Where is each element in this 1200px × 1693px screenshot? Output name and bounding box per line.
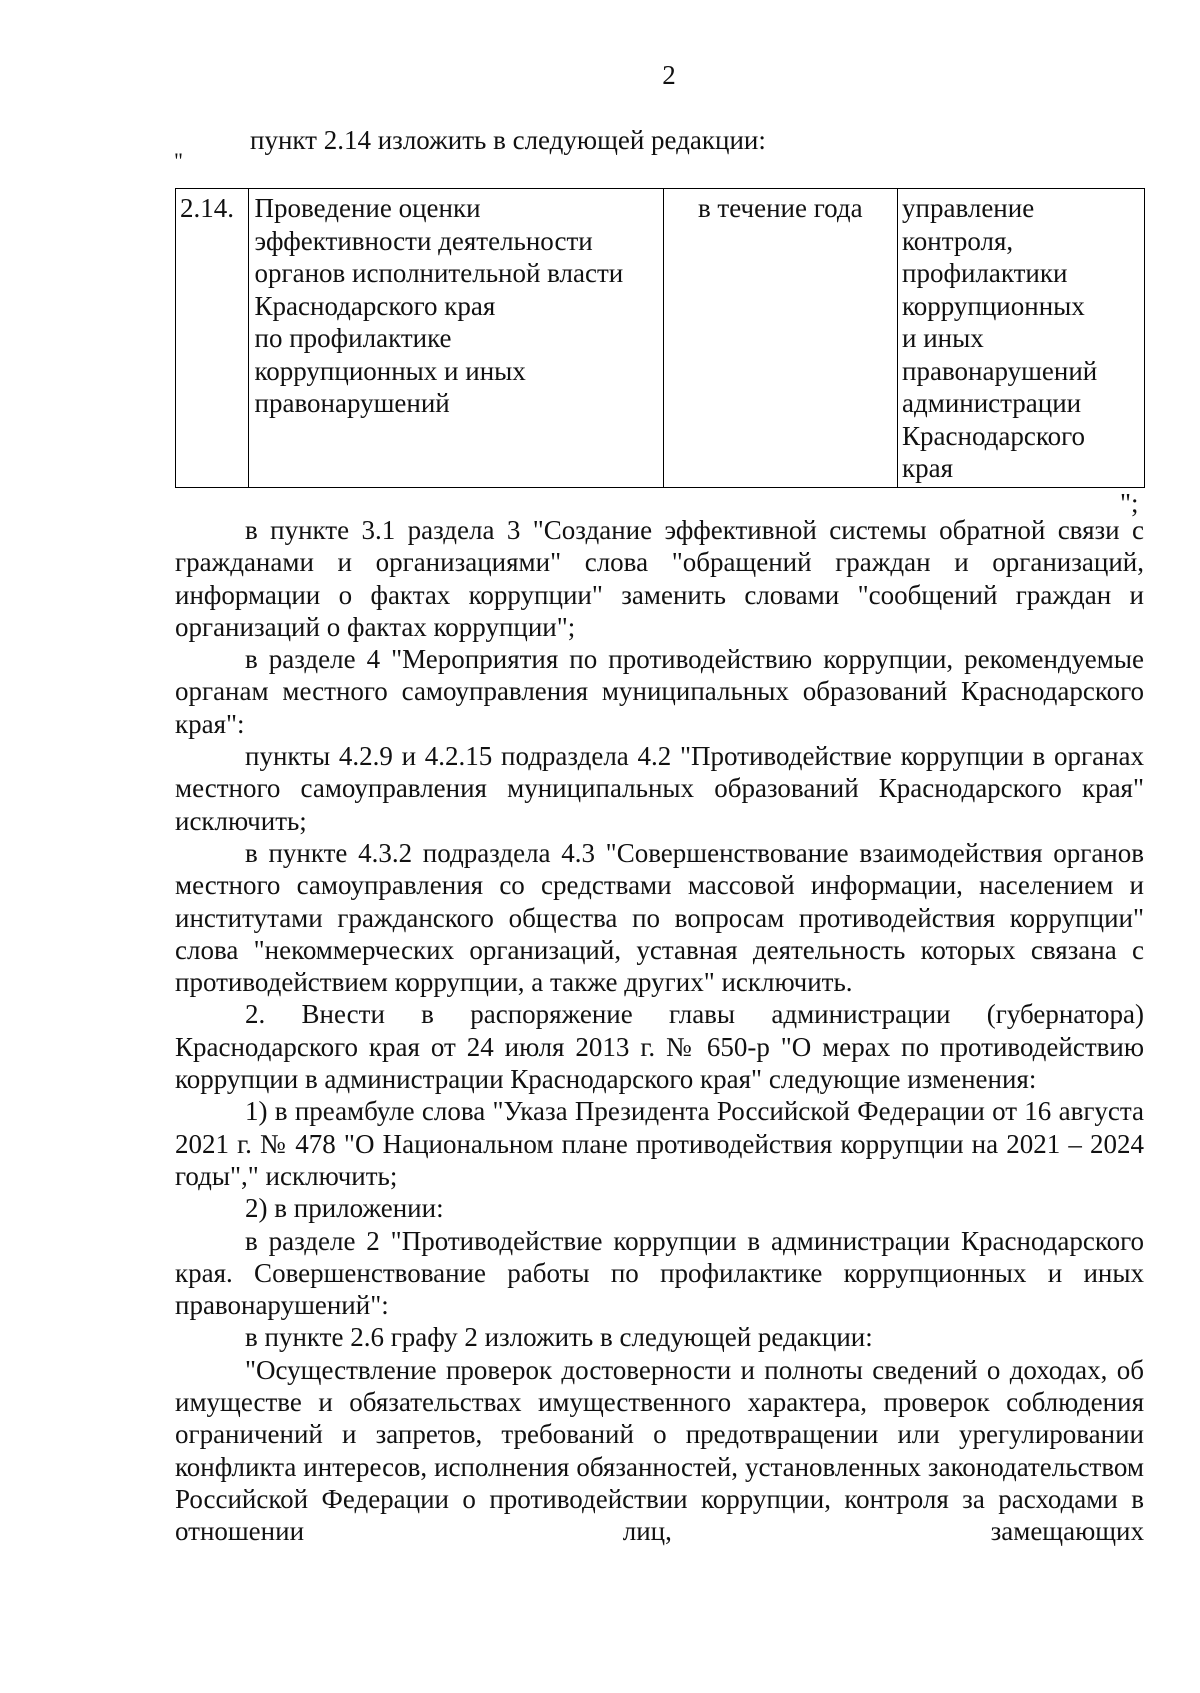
resp-line: правонарушений bbox=[902, 355, 1098, 386]
paragraph: в пункте 4.3.2 подраздела 4.3 "Совершенствование взаимодействия органов местного самоуправления со средствами массовой информации, населением и институтами гражданского общества по вопросам противодействия коррупции" слова "некоммерческих организаций, уставная деятельность которых связана с противодействием коррупции, а также других" исключить. bbox=[175, 837, 1144, 998]
paragraph: 1) в преамбуле слова "Указа Президента Российской Федерации от 16 августа 2021 г. № 478 "О Национальном плане противодействия коррупции на 2021 – 2024 годы"," исключить; bbox=[175, 1096, 1144, 1191]
name-line: по профилактике bbox=[254, 323, 452, 353]
resp-line: администрации bbox=[902, 388, 1082, 418]
page-number: 2 bbox=[662, 60, 676, 90]
name-line: эффективности деятельности bbox=[254, 225, 593, 256]
item-number-cell: 2.14. bbox=[176, 189, 249, 488]
term-cell: в течение года bbox=[663, 189, 897, 488]
opening-quote: " bbox=[174, 148, 183, 173]
paragraph: 2. Внести в распоряжение главы администрации (губернатора) Краснодарского края от 24 июля 2013 г. № 650-р "О мерах по противодействию коррупции в администрации Краснодарского края" следующие изменения: bbox=[175, 999, 1144, 1095]
paragraph: в пункте 2.6 графу 2 изложить в следующей редакции: bbox=[245, 1322, 873, 1353]
measure-name-cell bbox=[248, 189, 663, 488]
table-row bbox=[176, 189, 1145, 488]
responsible-cell bbox=[898, 189, 1145, 488]
document-body bbox=[175, 514, 1144, 1548]
paragraph: пункты 4.2.9 и 4.2.15 подраздела 4.2 "Противодействие коррупции в органах местного самоуправления муниципальных образований Краснодарского края" исключить; bbox=[175, 741, 1144, 836]
resp-line: Краснодарского bbox=[902, 420, 1086, 451]
name-line: Краснодарского края bbox=[254, 290, 496, 321]
intro-line: пункт 2.14 изложить в следующей редакции: bbox=[250, 125, 766, 155]
paragraph: в пункте 3.1 раздела 3 "Создание эффективной системы обратной связи с гражданами и организациями" слова "обращений граждан и организаций, информации о фактах коррупции" заменить словами "сообщений граждан и организаций о фактах коррупции"; bbox=[175, 515, 1144, 642]
name-line: коррупционных и иных bbox=[254, 355, 526, 386]
name-line: органов исполнительной власти bbox=[254, 258, 624, 288]
name-line: правонарушений bbox=[254, 388, 450, 418]
closing-quote: "; bbox=[1120, 488, 1139, 518]
amendment-table bbox=[175, 188, 1145, 488]
paragraph: в разделе 4 "Мероприятия по противодействию коррупции, рекомендуемые органам местного самоуправления муниципальных образований Краснодарского края": bbox=[175, 644, 1144, 739]
resp-line: контроля, bbox=[902, 225, 1014, 256]
paragraph: 2) в приложении: bbox=[245, 1193, 444, 1224]
resp-line: края bbox=[902, 453, 954, 483]
resp-line: профилактики bbox=[902, 258, 1068, 288]
name-line: Проведение оценки bbox=[254, 193, 481, 223]
paragraph: "Осуществление проверок достоверности и полноты сведений о доходах, об имуществе и обязательствах имущественного характера, проверок соблюдения ограничений и запретов, требований о предотвращении или урегулировании конфликта интересов, исполнения обязанностей, установленных законодательством Российской Федерации о противодействии коррупции, контроля за расходами в отношении лиц, замещающих bbox=[175, 1354, 1144, 1547]
resp-line: и иных bbox=[902, 323, 984, 353]
resp-line: управление bbox=[902, 193, 1035, 223]
paragraph: в разделе 2 "Противодействие коррупции в администрации Краснодарского края. Совершенствование работы по профилактике коррупционных и иных правонарушений": bbox=[175, 1225, 1144, 1321]
resp-line: коррупционных bbox=[902, 290, 1085, 321]
